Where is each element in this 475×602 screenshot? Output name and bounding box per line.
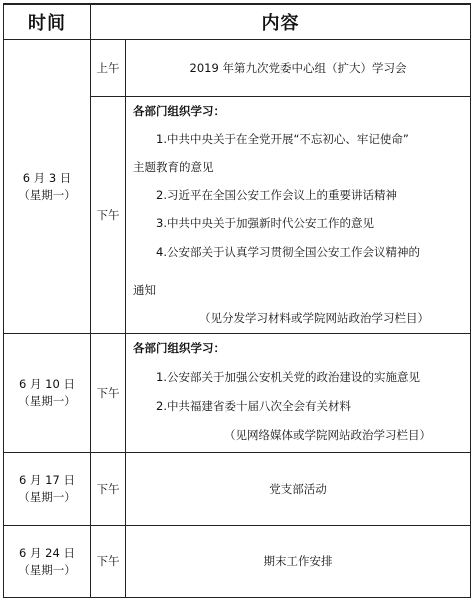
study-item: 1.公安部关于加强公安机关党的政治建设的实施意见 — [156, 370, 420, 384]
study-item: 2.中共福建省委十届八次全会有关材料 — [156, 399, 351, 413]
study-item: 主题教育的意见 — [133, 160, 214, 174]
header-content: 内容 — [261, 12, 300, 34]
table-border-bottom — [3, 597, 471, 598]
morning-content: 2019 年第九次党委中心组（扩大）学习会 — [189, 60, 407, 75]
source-note: （见网络媒体或学院网站政治学习栏目） — [224, 428, 431, 442]
afternoon-content: 期末工作安排 — [263, 554, 333, 568]
study-item: 4.公安部关于认真学习贯彻全国公安工作会议精神的 — [156, 245, 420, 259]
weekday-label: （星期一） — [18, 490, 76, 504]
date-cell — [4, 526, 90, 597]
weekday-label: （星期一） — [18, 187, 76, 202]
period-afternoon: 下午 — [96, 385, 120, 400]
period-afternoon: 下午 — [96, 554, 120, 568]
date-cell — [4, 40, 90, 333]
afternoon-content: 党支部活动 — [269, 481, 327, 496]
table-border-right — [470, 3, 471, 598]
date-label: 6 月 10 日 — [19, 377, 75, 391]
date-label: 6 月 3 日 — [22, 170, 72, 185]
study-heading: 各部门组织学习： — [133, 341, 225, 355]
row-divider — [90, 96, 471, 97]
date-label: 6 月 17 日 — [19, 473, 75, 487]
header-time: 时间 — [28, 12, 66, 34]
period-afternoon: 下午 — [96, 207, 120, 222]
study-heading: 各部门组织学习： — [133, 104, 225, 118]
date-cell — [4, 453, 90, 525]
date-label: 6 月 24 日 — [19, 545, 75, 560]
weekday-label: （星期一） — [18, 394, 76, 408]
study-item: 1.中共中央关于在全党开展“不忘初心、牢记使命” — [156, 132, 409, 146]
weekday-label: （星期一） — [18, 562, 76, 577]
study-item: 2.习近平在全国公安工作会议上的重要讲话精神 — [156, 188, 397, 202]
period-afternoon: 下午 — [96, 481, 120, 496]
study-item: 通知 — [133, 283, 156, 297]
source-note: （见分发学习材料或学院网站政治学习栏目） — [199, 311, 429, 325]
date-cell — [4, 334, 90, 452]
period-morning: 上午 — [96, 60, 120, 75]
study-item: 3.中共中央关于加强新时代公安工作的意见 — [156, 216, 374, 230]
